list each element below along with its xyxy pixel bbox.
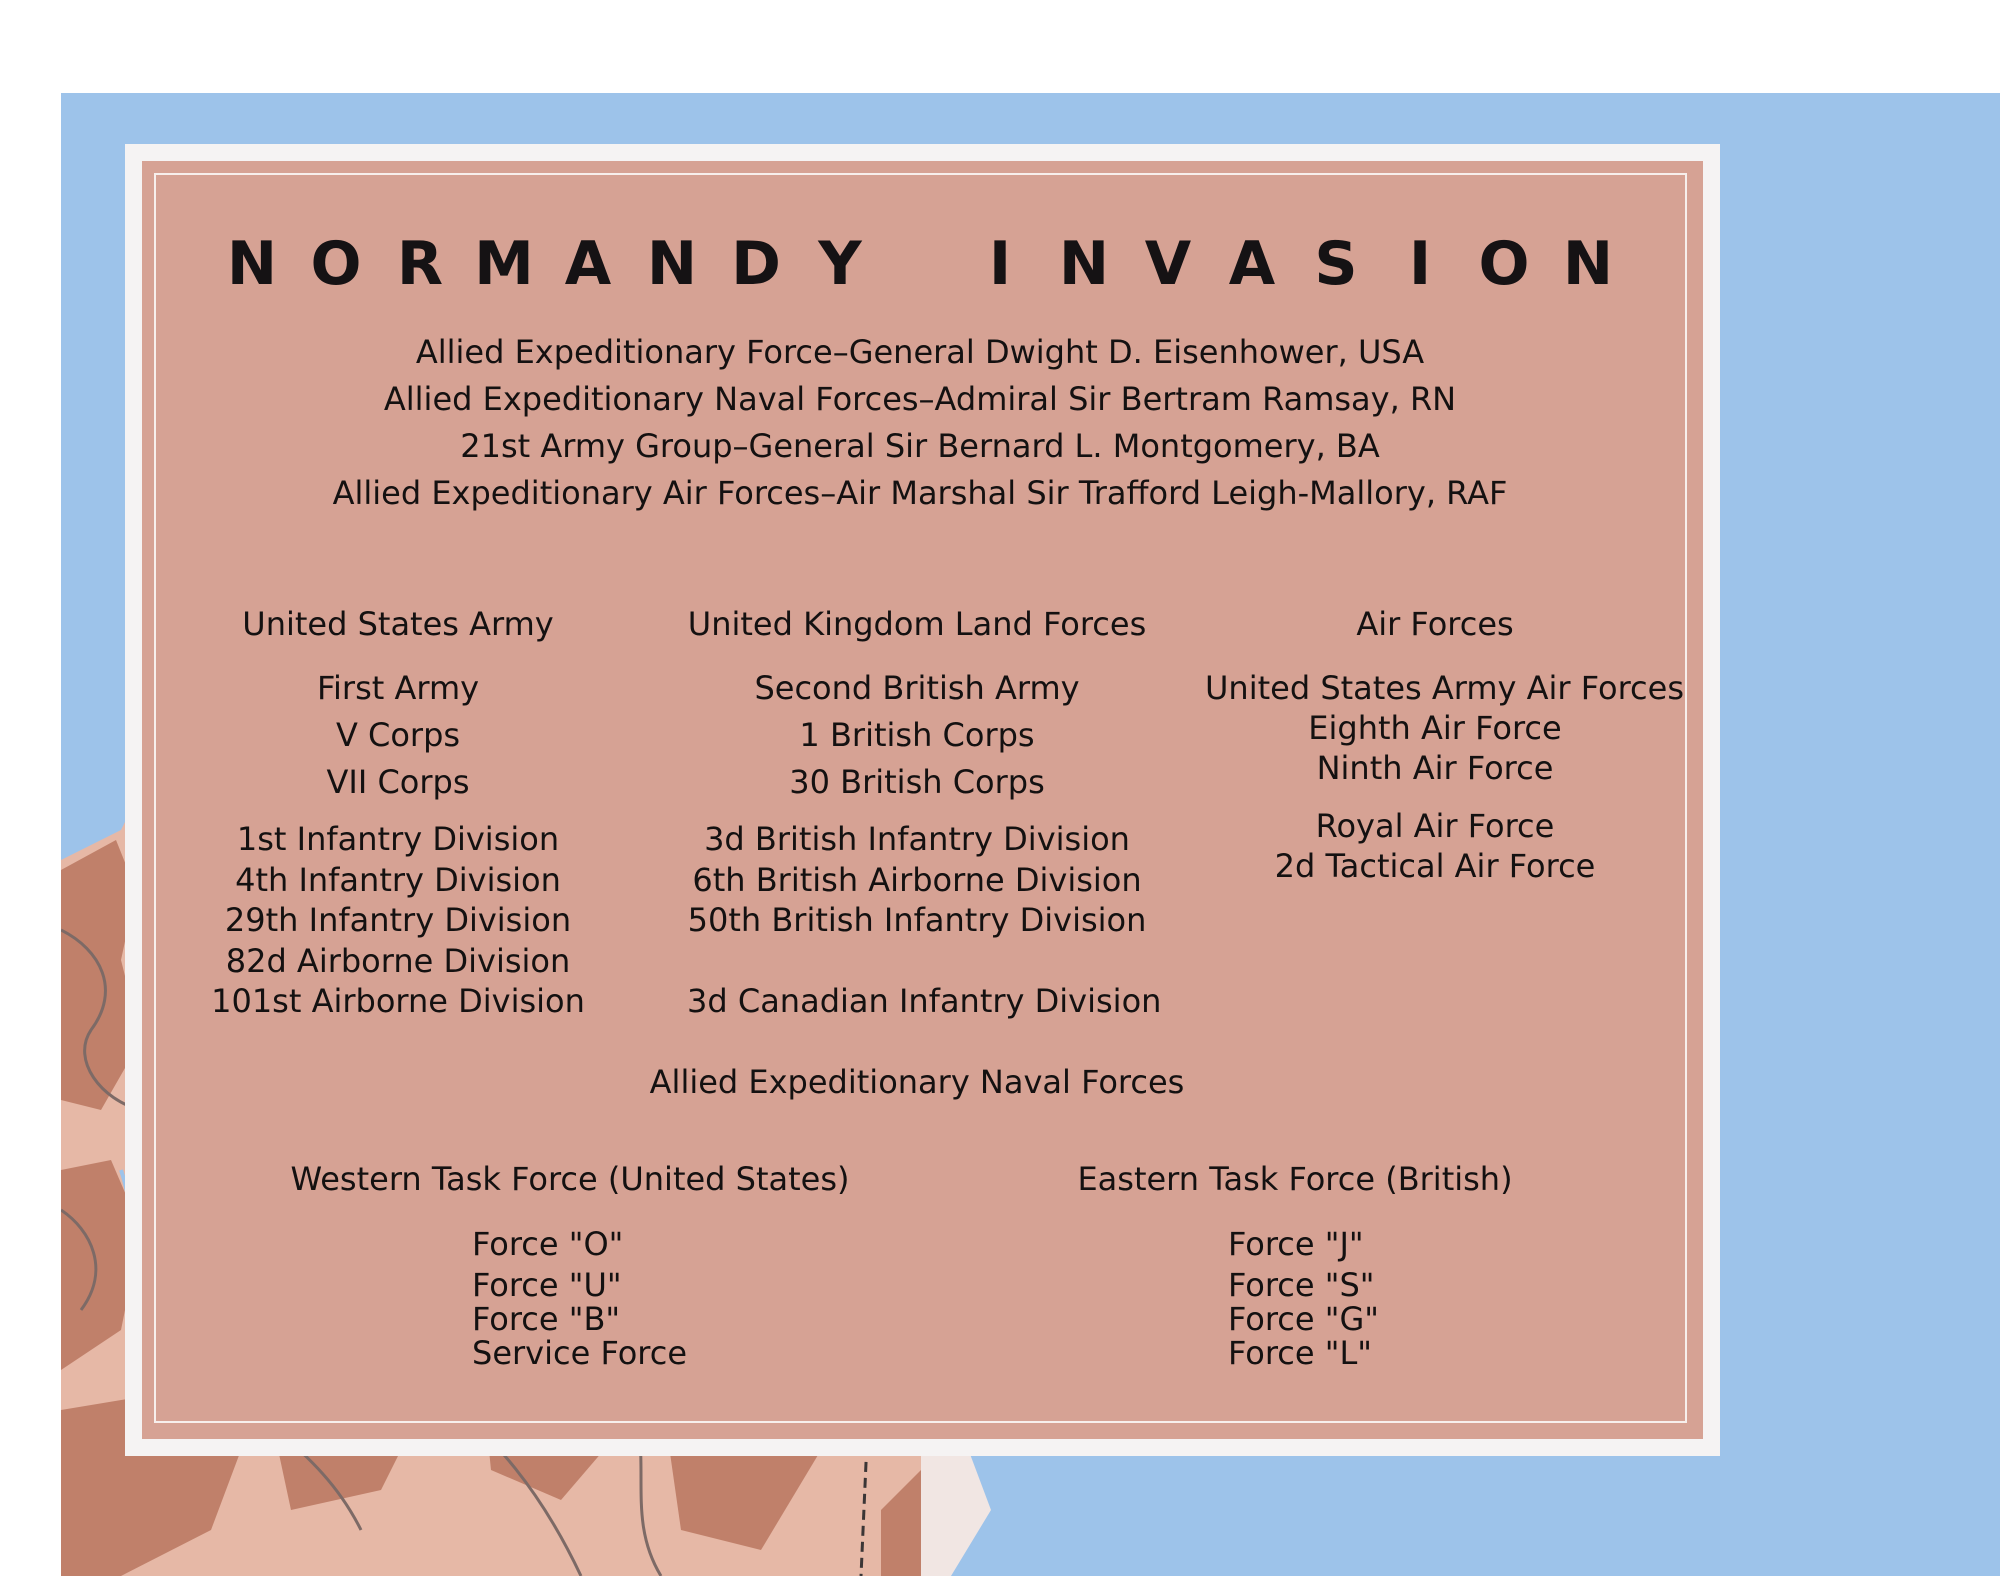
usaaf-unit: Eighth Air Force	[1308, 709, 1562, 747]
us-army-heading: United States Army	[242, 605, 554, 643]
eastern-force: Force "J"	[1228, 1225, 1364, 1263]
us-army-unit: VII Corps	[326, 763, 470, 801]
uk-land-heading: United Kingdom Land Forces	[687, 605, 1147, 643]
uk-division: 6th British Airborne Division	[692, 861, 1142, 899]
usaaf-unit: Ninth Air Force	[1316, 749, 1554, 787]
commander-line: Allied Expeditionary Air Forces–Air Marshal Sir Trafford Leigh-Mallory, RAF	[332, 474, 1508, 512]
eastern-task-force-heading: Eastern Task Force (British)	[1077, 1160, 1513, 1198]
uk-division: 50th British Infantry Division	[687, 901, 1147, 939]
canadian-division: 3d Canadian Infantry Division	[687, 982, 1162, 1020]
raf-unit: Royal Air Force	[1315, 807, 1555, 845]
title-word-normandy	[210, 226, 882, 302]
eastern-force: Force "L"	[1228, 1334, 1373, 1372]
western-task-force-heading: Western Task Force (United States)	[290, 1160, 850, 1198]
uk-army-unit: Second British Army	[754, 669, 1080, 707]
western-force: Service Force	[472, 1334, 688, 1372]
commander-line: 21st Army Group–General Sir Bernard L. Montgomery, BA	[460, 427, 1380, 465]
uk-division: 3d British Infantry Division	[704, 820, 1130, 858]
commander-line: Allied Expeditionary Naval Forces–Admiral Sir Bertram Ramsay, RN	[383, 380, 1457, 418]
usaaf-unit: United States Army Air Forces	[1205, 669, 1684, 707]
uk-army-unit: 1 British Corps	[799, 716, 1035, 754]
us-army-unit: V Corps	[335, 716, 461, 754]
eastern-force: Force "G"	[1228, 1300, 1379, 1338]
eastern-force: Force "S"	[1228, 1266, 1375, 1304]
us-division: 29th Infantry Division	[224, 901, 572, 939]
naval-heading: Allied Expeditionary Naval Forces	[649, 1063, 1185, 1101]
western-force: Force "U"	[472, 1266, 622, 1304]
commander-line: Allied Expeditionary Force–General Dwight D. Eisenhower, USA	[415, 333, 1425, 371]
raf-unit: 2d Tactical Air Force	[1274, 847, 1596, 885]
western-force: Force "O"	[472, 1225, 624, 1263]
us-army-unit: First Army	[316, 669, 480, 707]
us-division: 82d Airborne Division	[225, 942, 571, 980]
uk-army-unit: 30 British Corps	[789, 763, 1045, 801]
title-word-text: N O R M A N D Y	[226, 229, 862, 299]
western-force: Force "B"	[472, 1300, 621, 1338]
us-division: 1st Infantry Division	[236, 820, 560, 858]
title-word-invasion	[958, 226, 1630, 302]
air-forces-heading: Air Forces	[1356, 605, 1514, 643]
us-division: 101st Airborne Division	[211, 982, 585, 1020]
us-division: 4th Infantry Division	[235, 861, 561, 899]
title-word-text: I N V A S I O N	[988, 229, 1614, 299]
page-title	[210, 226, 1630, 302]
